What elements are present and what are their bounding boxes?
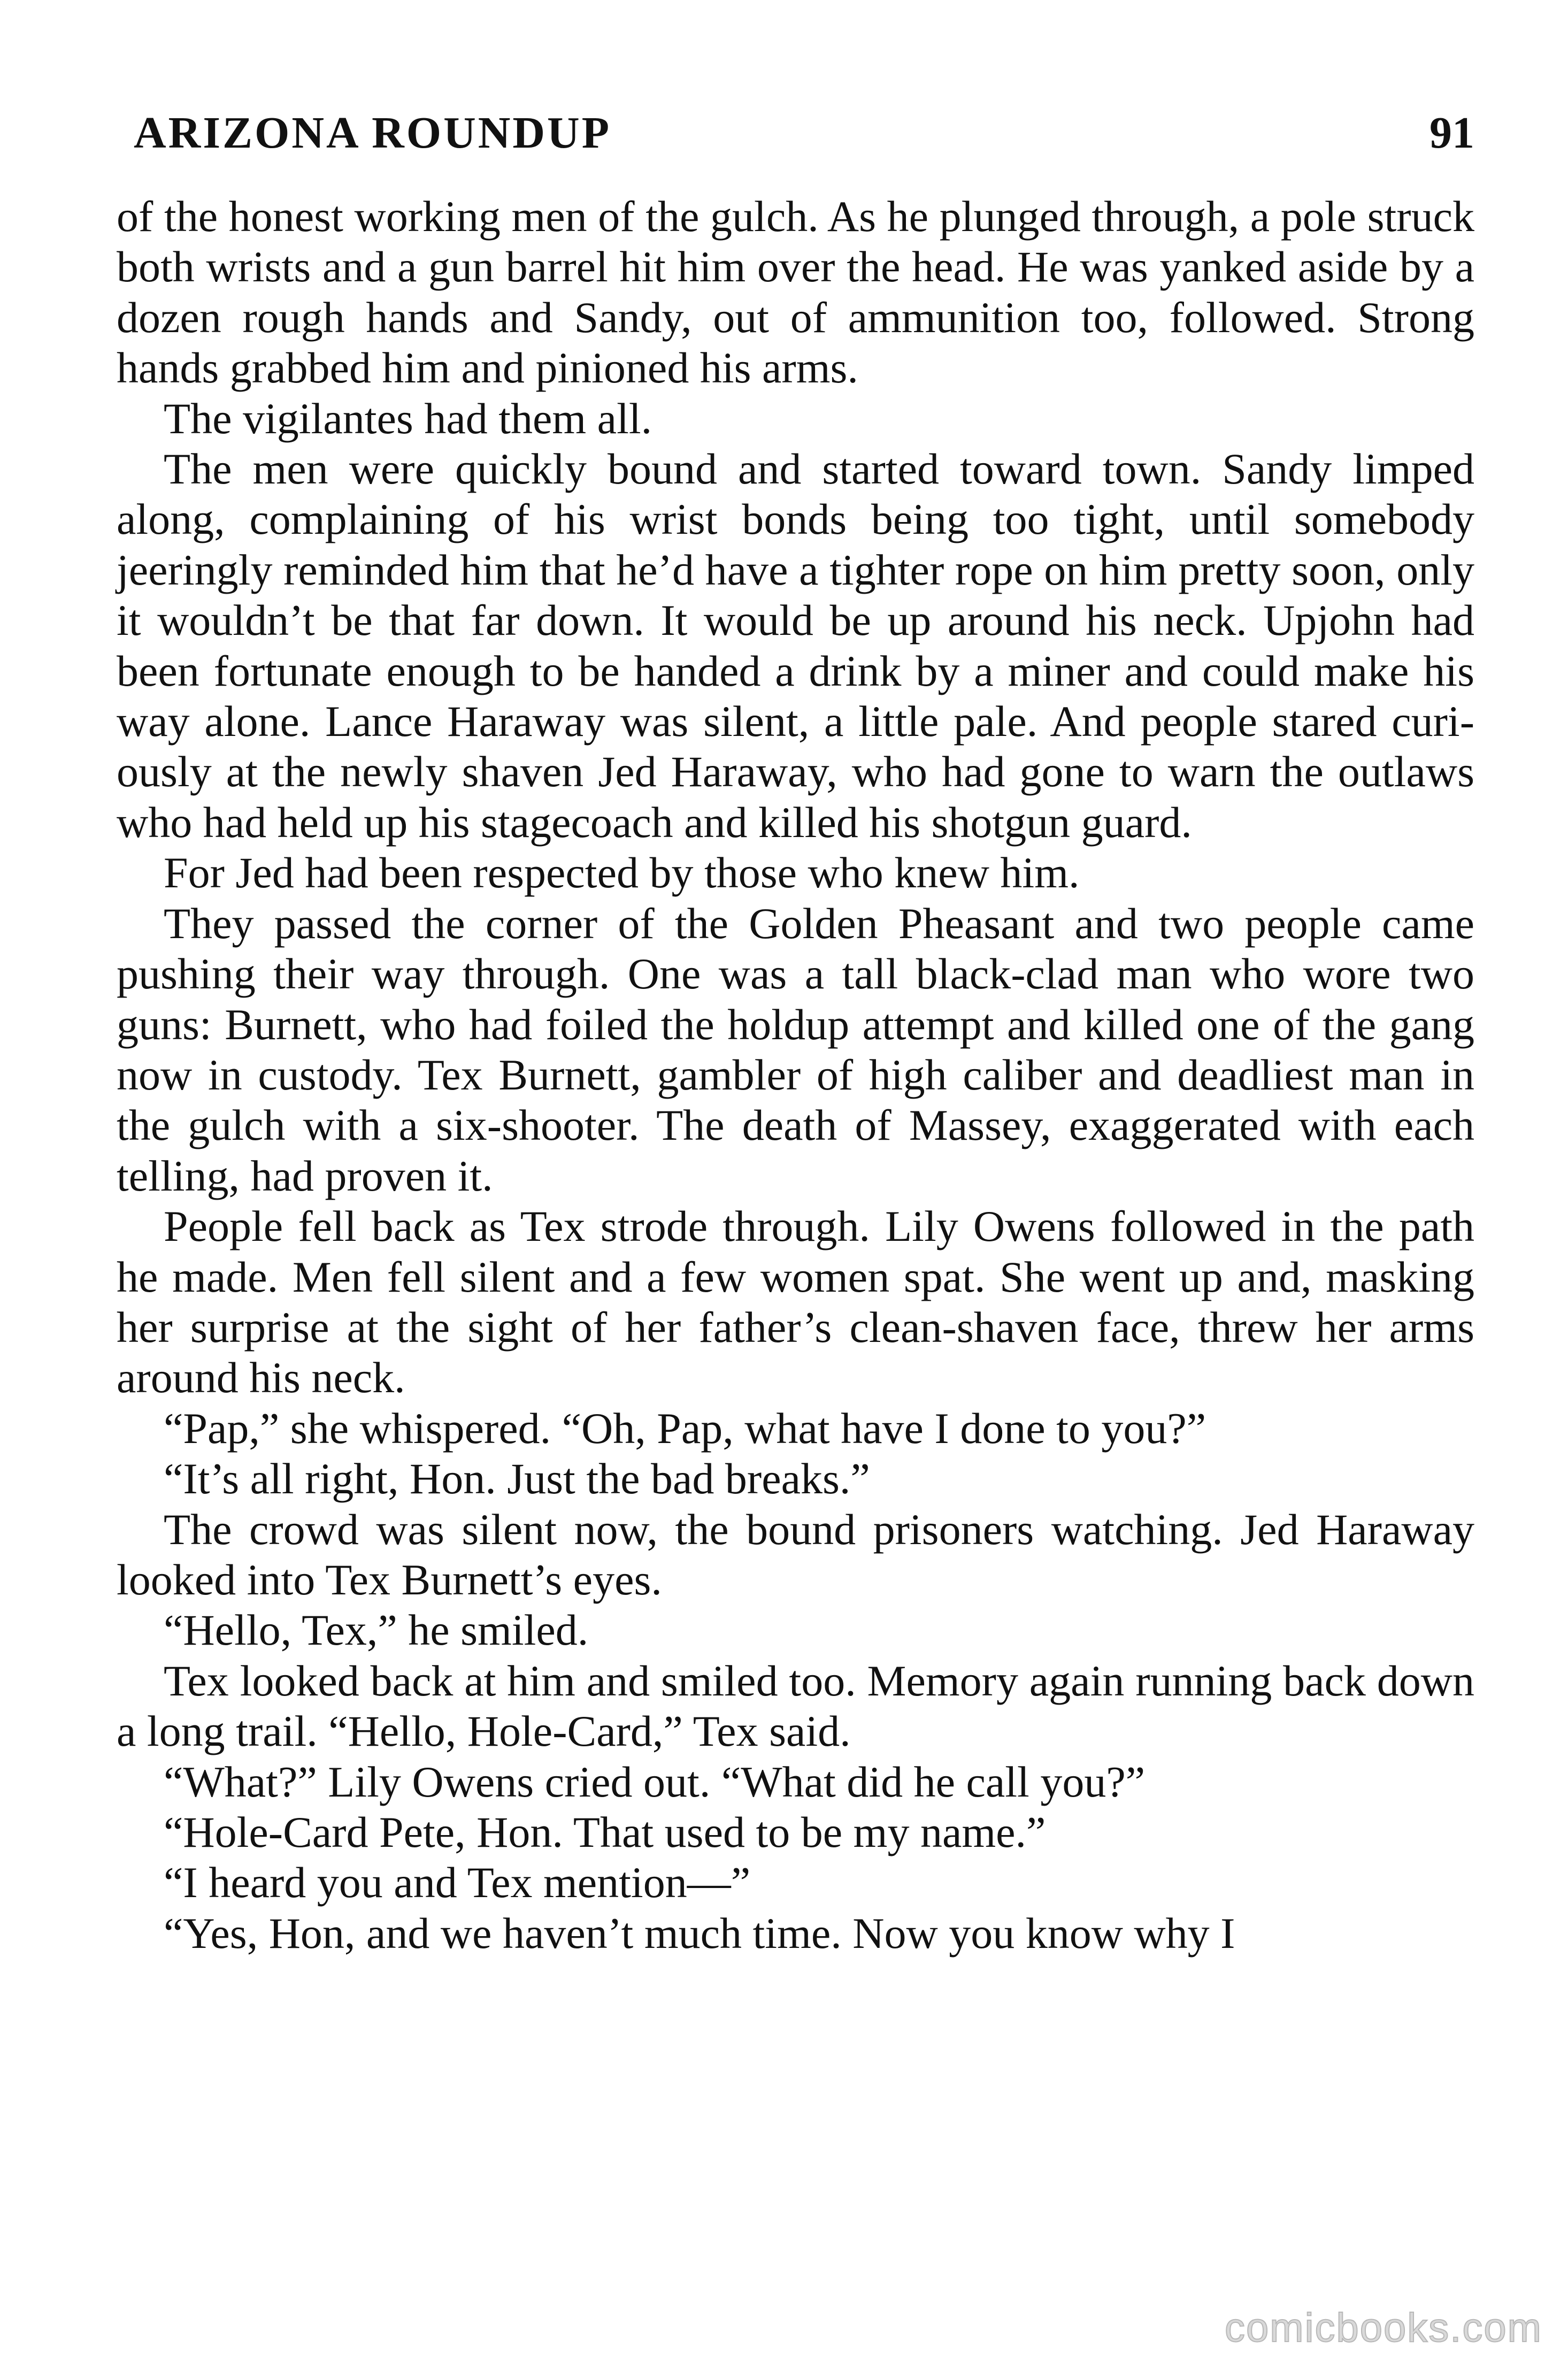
running-title: ARIZONA ROUNDUP: [134, 108, 612, 158]
paragraph: The crowd was silent now, the bound prisoners watching. Jed Haraway looked into Tex Burnett’s eyes.: [117, 1505, 1474, 1604]
paragraph: They passed the corner of the Golden Pheasant and two people came pushing their way through. One was a tall black-clad man who wore two guns: Burnett, who had foiled the holdup attempt and killed one of the gang now in custody. Tex Burnett, gambler of high caliber and deadliest man in the gulch with a six-shooter. The death of Massey, exaggerated with each telling, had proven it.: [117, 899, 1474, 1200]
paragraph: “I heard you and Tex mention—”: [164, 1858, 751, 1907]
paragraph: For Jed had been respected by those who knew him.: [164, 848, 1080, 897]
paragraph: “Hole-Card Pete, Hon. That used to be my name.”: [164, 1808, 1046, 1856]
page-number: 91: [1429, 108, 1474, 158]
watermark: comicbooks.com: [1225, 2305, 1542, 2351]
page-header: [134, 107, 1474, 182]
paragraph: “Hello, Tex,” he smiled.: [164, 1606, 589, 1655]
paragraph: People fell back as Tex strode through. Lily Owens followed in the path he made. Men fell silent and a few women spat. She went up and, masking her surprise at the sight of her father’s clean-shaven face, threw her arms around his neck.: [117, 1202, 1474, 1402]
paragraph: The vigilantes had them all.: [164, 394, 652, 443]
body-text: [117, 191, 1474, 1959]
paragraph: “It’s all right, Hon. Just the bad breaks.”: [164, 1454, 870, 1503]
paragraph: “What?” Lily Owens cried out. “What did he call you?”: [164, 1757, 1146, 1806]
paragraph: The men were quickly bound and started toward town. Sandy limped along, complaining of his wrist bonds being too tight, until somebody jeeringly reminded him that he’d have a tighter rope on him pretty soon, only it wouldn’t be that far down. It would be up around his neck. Upjohn had been fortunate enough to be handed a drink by a miner and could make his way alone. Lance Haraway was silent, a little pale. And people stared curiously at the newly shaven Jed Haraway, who had gone to warn the outlaws who had held up his stagecoach and killed his shotgun guard.: [117, 444, 1474, 847]
paragraph: “Yes, Hon, and we haven’t much time. Now you know why I: [164, 1908, 1235, 1958]
paragraph: Tex looked back at him and smiled too. Memory again running back down a long trail. “Hello, Hole-Card,” Tex said.: [117, 1656, 1474, 1756]
paragraph: “Pap,” she whispered. “Oh, Pap, what have I done to you?”: [164, 1403, 1206, 1453]
paragraph: of the honest working men of the gulch. As he plunged through, a pole struck both wrists and a gun barrel hit him over the head. He was yanked aside by a dozen rough hands and Sandy, out of ammunition too, followed. Strong hands grabbed him and pinioned his arms.: [117, 192, 1474, 393]
